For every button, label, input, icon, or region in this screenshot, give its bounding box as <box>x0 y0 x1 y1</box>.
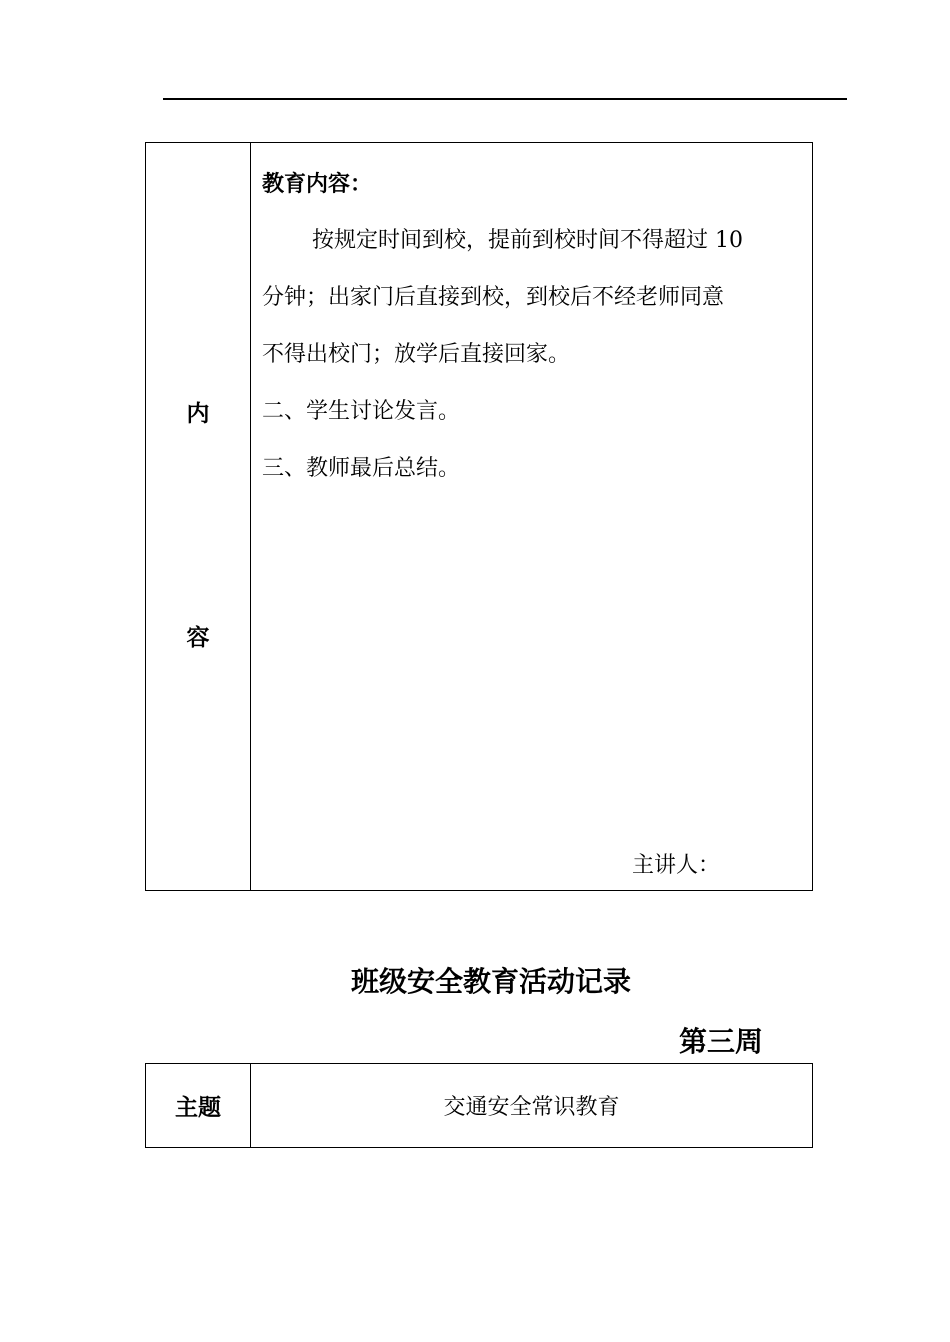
side-label-bottom: 容 <box>186 625 210 651</box>
content-line: 三、教师最后总结。 <box>262 456 461 481</box>
topic-value: 交通安全常识教育 <box>443 1095 620 1120</box>
header-rule <box>163 98 847 100</box>
content-line: 二、学生讨论发言。 <box>262 399 461 424</box>
content-table <box>145 142 813 891</box>
topic-table <box>145 1063 813 1148</box>
topic-label: 主题 <box>175 1095 221 1121</box>
week-label: 第三周 <box>679 1025 764 1058</box>
side-label-top: 内 <box>186 401 210 427</box>
column-divider <box>250 143 251 890</box>
content-heading: 教育内容： <box>262 172 373 197</box>
content-line: 按规定时间到校，提前到校时间不得超过 10 <box>312 228 743 253</box>
record-title: 班级安全教育活动记录 <box>350 965 631 998</box>
content-line: 分钟；出家门后直接到校，到校后不经老师同意 <box>262 285 725 310</box>
speaker-label: 主讲人： <box>632 853 721 878</box>
content-line: 不得出校门；放学后直接回家。 <box>262 342 571 367</box>
